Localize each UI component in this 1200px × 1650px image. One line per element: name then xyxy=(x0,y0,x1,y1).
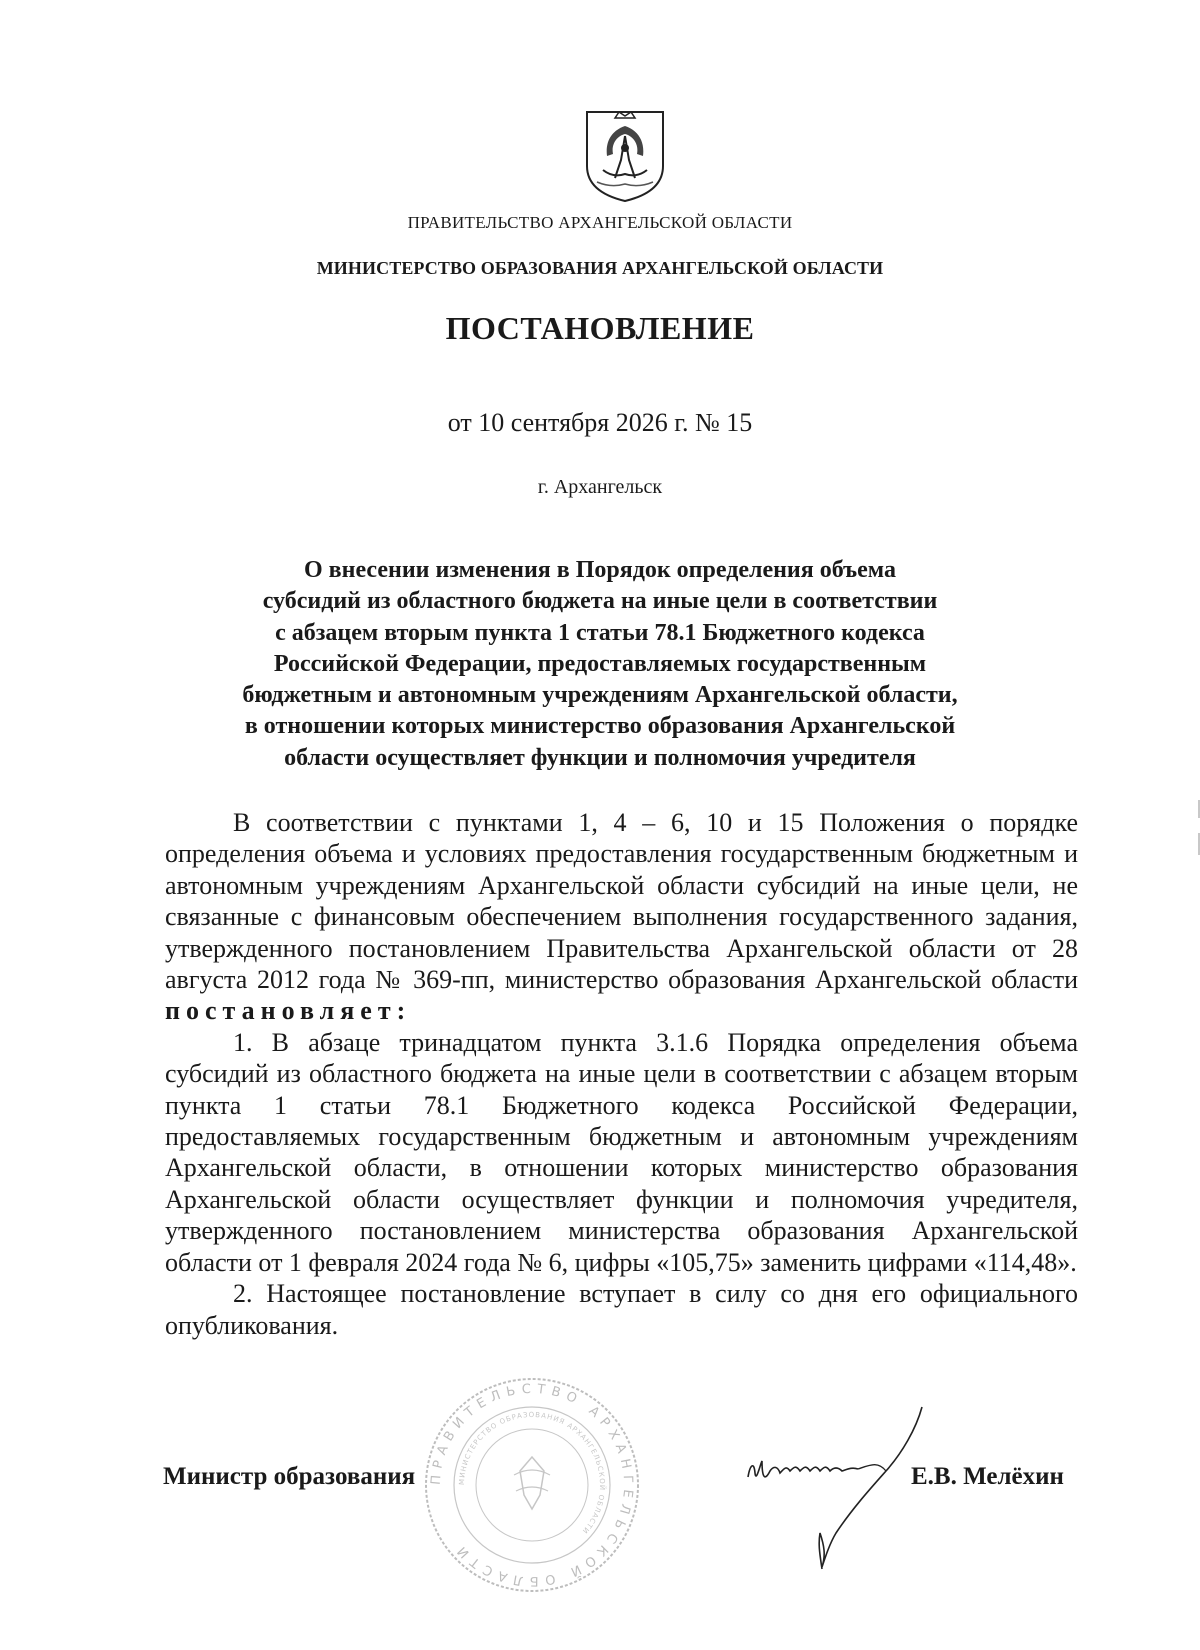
signatory-name: Е.В. Мелёхин xyxy=(911,1463,1064,1490)
title-line: субсидий из областного бюджета на иные цели в соответствии xyxy=(262,588,938,615)
document-body xyxy=(165,807,1078,1341)
coat-of-arms-icon xyxy=(583,108,667,204)
document-city: г. Архангельск xyxy=(537,476,663,498)
document-type: ПОСТАНОВЛЕНИЕ xyxy=(445,310,755,346)
title-line: области осуществляет функции и полномочия учредителя xyxy=(284,744,916,771)
title-line: бюджетным и автономным учреждениям Архангельской области, xyxy=(242,682,958,709)
government-name: ПРАВИТЕЛЬСТВО АРХАНГЕЛЬСКОЙ ОБЛАСТИ xyxy=(407,213,793,232)
preamble-paragraph xyxy=(165,807,1078,1027)
seal-outer-text: ПРАВИТЕЛЬСТВО АРХАНГЕЛЬСКОЙ ОБЛАСТИ xyxy=(428,1381,636,1589)
handwritten-signature-icon xyxy=(740,1405,930,1575)
svg-text:МИНИСТЕРСТВО ОБРАЗОВАНИЯ АРХАН xyxy=(458,1411,607,1535)
item-1-paragraph: 1. В абзаце тринадцатом пункта 3.1.6 Порядка определения объема субсидий из областного бюджета на иные цели в соответствии с абзацем вторым пункта 1 статьи 78.1 Бюджетного кодекса Российской Федерации, предоставляемых государственным бюджетным и автономным учреждениям Архангельской области, в отношении которых министерство образования Архангельской области осуществляет функции и полномочия учредителя, утвержденного постановлением министерства образования Архангельской области от 1 февраля 2024 года № 6, цифры «105,75» заменить цифрами «114,48». xyxy=(165,1027,1078,1277)
item-2-paragraph: 2. Настоящее постановление вступает в силу со дня его официального опубликования. xyxy=(165,1279,1078,1340)
signatory-role: Министр образования xyxy=(163,1463,416,1490)
title-line: с абзацем вторым пункта 1 статьи 78.1 Бюджетного кодекса xyxy=(275,619,925,646)
document-date-number: от 10 сентября 2026 г. № 15 xyxy=(447,408,753,437)
preamble-text: В соответствии с пунктами 1, 4 – 6, 10 и 15 Положения о порядке определения объема и условиях предоставления государственным бюджетным и автономным учреждениям Архангельской области субсидий на иные цели, не связанные с финансовым обеспечением выполнения государственного задания, утвержденного постановлением Правительства Архангельской области от 28 августа 2012 года № 369-пп, министерство образования Архангельской области xyxy=(165,808,1078,995)
seal-inner-text: МИНИСТЕРСТВО ОБРАЗОВАНИЯ АРХАНГЕЛЬСКОЙ ОБЛАСТИ xyxy=(457,1410,607,1536)
ministry-name: МИНИСТЕРСТВО ОБРАЗОВАНИЯ АРХАНГЕЛЬСКОЙ ОБЛАСТИ xyxy=(316,258,884,278)
title-line: Российской Федерации, предоставляемых государственным xyxy=(273,650,927,677)
title-line: О внесении изменения в Порядок определения объема xyxy=(304,557,896,583)
decree-word: постановляет: xyxy=(165,996,412,1026)
document-title xyxy=(150,555,1050,774)
title-line: в отношении которых министерство образования Архангельской xyxy=(244,713,956,740)
official-seal-icon xyxy=(422,1375,642,1595)
